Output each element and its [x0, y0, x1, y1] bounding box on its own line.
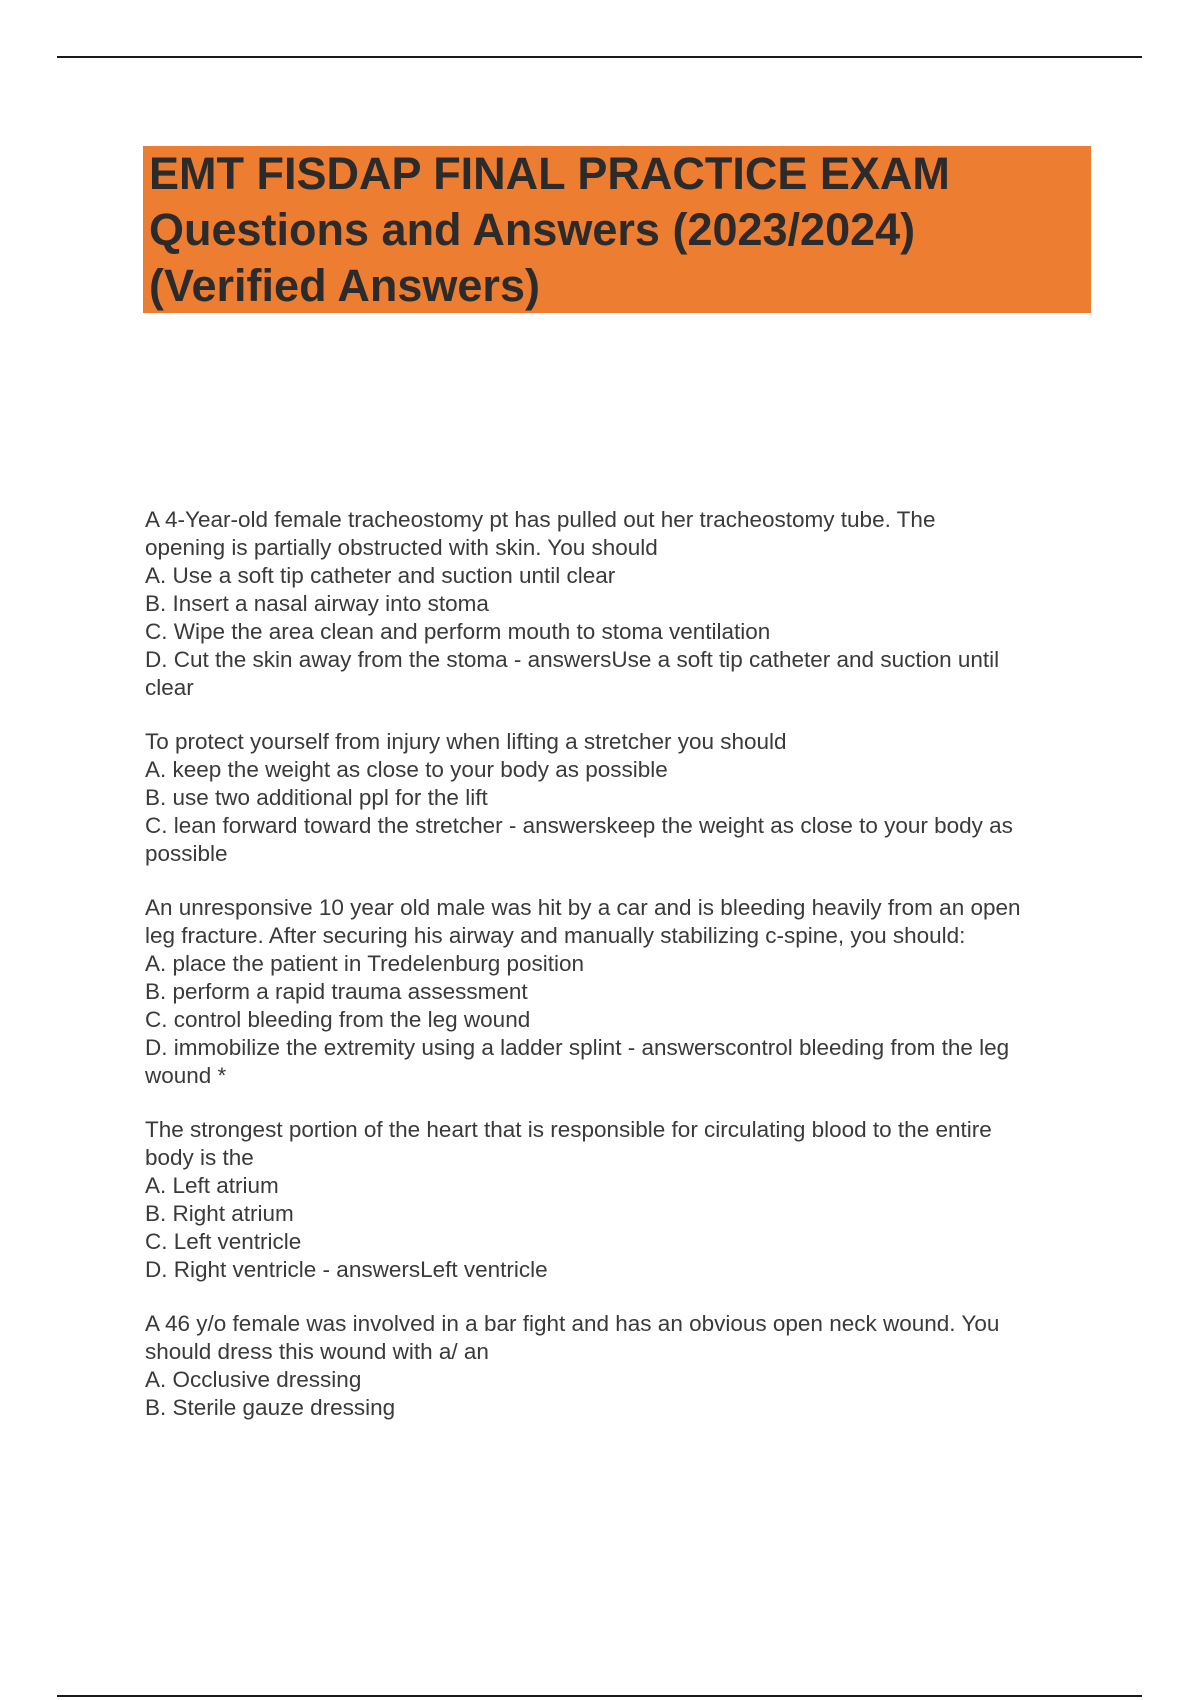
- question-line: leg fracture. After securing his airway and manually stabilizing c-spine, you should:: [145, 923, 966, 948]
- bottom-rule: [57, 1695, 1142, 1697]
- option-line: A. Left atrium: [145, 1173, 279, 1198]
- option-line: D. immobilize the extremity using a ladder splint - answerscontrol bleeding from the leg: [145, 1035, 1010, 1060]
- answer-line: clear: [145, 675, 194, 700]
- title-line: EMT FISDAP FINAL PRACTICE EXAM: [149, 148, 950, 199]
- answer-line: possible: [145, 841, 228, 866]
- option-line: D. Cut the skin away from the stoma - answersUse a soft tip catheter and suction until: [145, 647, 1000, 672]
- question-block: [145, 506, 1095, 702]
- option-line: A. place the patient in Tredelenburg position: [145, 951, 585, 976]
- option-line: C. Wipe the area clean and perform mouth to stoma ventilation: [145, 619, 771, 644]
- question-block: [145, 728, 1095, 868]
- option-line: A. Use a soft tip catheter and suction until clear: [145, 563, 616, 588]
- question-block: [145, 1310, 1095, 1422]
- title-banner: [143, 146, 1091, 313]
- question-line: An unresponsive 10 year old male was hit by a car and is bleeding heavily from an open: [145, 895, 1021, 920]
- option-line: B. use two additional ppl for the lift: [145, 785, 488, 810]
- question-line: The strongest portion of the heart that is responsible for circulating blood to the entire: [145, 1117, 992, 1142]
- option-line: B. Insert a nasal airway into stoma: [145, 591, 489, 616]
- question-line: To protect yourself from injury when lifting a stretcher you should: [145, 729, 787, 754]
- question-line: A 46 y/o female was involved in a bar fight and has an obvious open neck wound. You: [145, 1311, 1000, 1336]
- question-line: should dress this wound with a/ an: [145, 1339, 489, 1364]
- option-line: B. Right atrium: [145, 1201, 294, 1226]
- option-line: A. Occlusive dressing: [145, 1367, 362, 1392]
- option-line: C. Left ventricle: [145, 1229, 302, 1254]
- option-line: B. Sterile gauze dressing: [145, 1395, 396, 1420]
- title-line: Questions and Answers (2023/2024): [149, 204, 916, 255]
- answer-line: wound *: [145, 1063, 227, 1088]
- option-line: C. lean forward toward the stretcher - answerskeep the weight as close to your body as: [145, 813, 1013, 838]
- top-rule: [57, 56, 1142, 58]
- questions-section: [145, 506, 1095, 1448]
- question-line: A 4-Year-old female tracheostomy pt has pulled out her tracheostomy tube. The: [145, 507, 936, 532]
- option-line: C. control bleeding from the leg wound: [145, 1007, 531, 1032]
- question-line: body is the: [145, 1145, 254, 1170]
- question-line: opening is partially obstructed with skin. You should: [145, 535, 658, 560]
- option-line: A. keep the weight as close to your body as possible: [145, 757, 668, 782]
- title-line: (Verified Answers): [149, 260, 540, 311]
- question-block: [145, 894, 1095, 1090]
- option-line: D. Right ventricle - answersLeft ventricle: [145, 1257, 548, 1282]
- question-block: [145, 1116, 1095, 1284]
- option-line: B. perform a rapid trauma assessment: [145, 979, 528, 1004]
